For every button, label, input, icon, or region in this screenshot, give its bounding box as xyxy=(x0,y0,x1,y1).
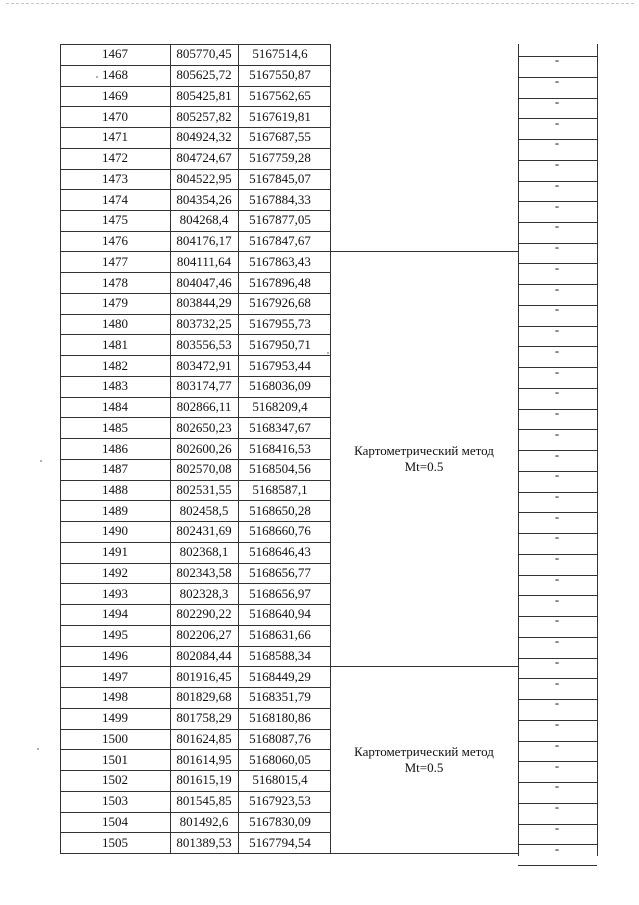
accuracy-dash: - xyxy=(554,176,560,192)
table-row-line xyxy=(60,44,330,45)
table-row-line xyxy=(60,293,330,294)
accuracy-dash: - xyxy=(554,840,560,856)
coordinate-x: 802206,27 xyxy=(176,627,232,643)
point-number: 1483 xyxy=(102,378,128,394)
coordinate-x: 804111,64 xyxy=(176,253,232,269)
table-row-line xyxy=(60,853,330,854)
point-number: 1484 xyxy=(102,399,128,414)
point-number: 1469 xyxy=(102,87,128,103)
table-row-line xyxy=(60,106,330,107)
coordinate-x: 801389,53 xyxy=(176,834,232,850)
dash-column-line xyxy=(518,865,597,866)
coordinate-x: 801614,95 xyxy=(176,751,232,767)
table-row-line xyxy=(60,583,330,584)
method-accuracy: Mt=0.5 xyxy=(404,759,444,775)
coordinate-y: 5168060,05 xyxy=(249,751,311,767)
coordinate-y: 5168504,56 xyxy=(249,461,311,477)
coordinate-x: 802458,5 xyxy=(179,502,229,518)
accuracy-dash: - xyxy=(554,156,560,172)
method-accuracy: Mt=0.5 xyxy=(404,458,444,474)
accuracy-dash: - xyxy=(554,550,560,566)
point-number: 1477 xyxy=(102,253,128,269)
table-row-line xyxy=(60,189,330,190)
coordinate-y: 5168587,1 xyxy=(252,481,308,497)
coordinate-y: 5168036,09 xyxy=(249,378,311,394)
coordinate-x: 805257,82 xyxy=(176,108,232,124)
table-row-line xyxy=(60,812,330,813)
table-vertical-line xyxy=(597,44,598,856)
method-label xyxy=(329,744,519,776)
coordinate-y: 5167923,53 xyxy=(249,793,311,809)
point-number: 1488 xyxy=(102,481,128,497)
table-row-line xyxy=(60,334,330,335)
coordinate-x: 802866,11 xyxy=(176,399,232,414)
table-row-line xyxy=(60,770,330,771)
table-row-line xyxy=(60,646,330,647)
coordinate-x: 805625,72 xyxy=(176,67,232,83)
point-number: 1468 xyxy=(102,67,128,83)
accuracy-dash: - xyxy=(554,73,560,89)
point-number: 1494 xyxy=(102,606,128,622)
coordinate-x: 801492,6 xyxy=(179,813,229,829)
table-row-line xyxy=(60,687,330,688)
coordinate-x: 803844,29 xyxy=(176,295,232,311)
coordinate-y: 5168180,86 xyxy=(249,710,311,726)
coordinate-y: 5167896,48 xyxy=(249,274,311,290)
coordinate-x: 802084,44 xyxy=(176,647,232,663)
table-row-line xyxy=(60,169,330,170)
point-number: 1478 xyxy=(102,274,128,290)
point-number: 1490 xyxy=(102,523,128,539)
coordinate-x: 804176,17 xyxy=(176,233,232,249)
accuracy-dash: - xyxy=(554,695,560,711)
coordinate-x: 803732,25 xyxy=(176,316,232,332)
point-number: 1493 xyxy=(102,585,128,601)
accuracy-dash: - xyxy=(554,52,560,68)
point-number: 1505 xyxy=(102,834,128,850)
table-row-line xyxy=(60,148,330,149)
table-row-line xyxy=(60,314,330,315)
table-row-line xyxy=(60,127,330,128)
coordinate-x: 802368,1 xyxy=(179,544,229,560)
coordinate-x: 803556,53 xyxy=(176,336,232,352)
coordinate-x: 802650,23 xyxy=(176,419,232,435)
coordinate-y: 5167514,6 xyxy=(252,46,308,62)
accuracy-dash: - xyxy=(554,405,560,420)
coordinate-x: 801545,85 xyxy=(176,793,232,809)
coordinate-x: 802328,3 xyxy=(179,585,229,601)
point-number: 1482 xyxy=(102,357,128,373)
coordinate-x: 802600,26 xyxy=(176,440,232,456)
coordinate-y: 5167950,71 xyxy=(249,336,311,352)
table-row-line xyxy=(60,65,330,66)
scan-speck xyxy=(327,352,329,354)
coordinate-x: 802531,55 xyxy=(176,481,232,497)
accuracy-dash: - xyxy=(554,363,560,379)
scan-speck xyxy=(37,748,39,750)
coordinate-y: 5167845,07 xyxy=(249,170,311,186)
point-number: 1492 xyxy=(102,564,128,580)
coordinate-y: 5168347,67 xyxy=(249,419,311,435)
accuracy-dash: - xyxy=(554,799,560,815)
point-number: 1476 xyxy=(102,233,128,249)
coordinate-y: 5167884,33 xyxy=(249,191,311,207)
point-number: 1491 xyxy=(102,544,128,560)
coordinate-y: 5168449,29 xyxy=(249,668,311,684)
coordinate-x: 802343,58 xyxy=(176,564,232,580)
table-row-line xyxy=(60,604,330,605)
table-row-line xyxy=(60,832,330,833)
point-number: 1481 xyxy=(102,336,128,352)
coordinate-y: 5168650,28 xyxy=(249,502,311,518)
accuracy-dash: - xyxy=(554,322,560,338)
coordinate-y: 5168646,43 xyxy=(249,544,311,560)
table-row-line xyxy=(60,480,330,481)
accuracy-dash: - xyxy=(554,218,560,234)
coordinate-x: 802431,69 xyxy=(176,523,232,539)
accuracy-dash: - xyxy=(554,280,560,296)
coordinate-x: 801916,45 xyxy=(176,668,232,684)
coordinate-x: 803174,77 xyxy=(176,378,232,394)
table-row-line xyxy=(60,729,330,730)
table-row-line xyxy=(60,355,330,356)
table-row-line xyxy=(60,376,330,377)
table-row-line xyxy=(60,272,330,273)
table-row-line xyxy=(60,625,330,626)
coordinate-x: 804522,95 xyxy=(176,170,232,186)
table-row-line xyxy=(60,231,330,232)
table-row-line xyxy=(60,210,330,211)
accuracy-dash: - xyxy=(554,114,560,130)
coordinate-y: 5167877,05 xyxy=(249,212,311,228)
point-number: 1501 xyxy=(102,751,128,767)
point-number: 1504 xyxy=(102,813,128,829)
coordinate-y: 5167830,09 xyxy=(249,813,311,829)
point-number: 1473 xyxy=(102,170,128,186)
coordinate-x: 805770,45 xyxy=(176,46,232,62)
point-number: 1472 xyxy=(102,150,128,166)
accuracy-dash: - xyxy=(554,591,560,607)
point-number: 1502 xyxy=(102,772,128,788)
accuracy-dash: - xyxy=(554,633,560,649)
point-number: 1495 xyxy=(102,627,128,643)
table-row-line xyxy=(60,563,330,564)
accuracy-dash: - xyxy=(554,197,560,213)
table-row-line xyxy=(60,666,330,667)
coordinate-x: 801615,19 xyxy=(176,772,232,788)
point-number: 1500 xyxy=(102,730,128,746)
table-vertical-line xyxy=(60,44,61,853)
coordinate-y: 5167550,87 xyxy=(249,67,311,83)
coordinate-y: 5167926,68 xyxy=(249,295,311,311)
accuracy-dash: - xyxy=(554,239,560,255)
scan-speck xyxy=(40,460,42,462)
accuracy-dash: - xyxy=(554,570,560,586)
point-number: 1467 xyxy=(102,46,128,62)
coordinate-y: 5168015,4 xyxy=(252,772,308,788)
table-row-line xyxy=(60,500,330,501)
point-number: 1496 xyxy=(102,647,128,663)
table-row-line xyxy=(60,86,330,87)
accuracy-dash: - xyxy=(554,508,560,524)
coordinate-y: 5167687,55 xyxy=(249,129,311,145)
table-row-line xyxy=(60,708,330,709)
table-row-line xyxy=(60,438,330,439)
coordinate-x: 804268,4 xyxy=(179,212,229,228)
coordinate-y: 5167562,65 xyxy=(249,87,311,103)
coordinate-y: 5168631,66 xyxy=(249,627,311,643)
accuracy-dash: - xyxy=(554,467,560,483)
coordinate-x: 803472,91 xyxy=(176,357,232,373)
point-number: 1471 xyxy=(102,129,128,145)
point-number: 1497 xyxy=(102,668,128,684)
coordinate-y: 5167953,44 xyxy=(249,357,311,373)
accuracy-dash: - xyxy=(554,446,560,462)
accuracy-dash: - xyxy=(554,259,560,275)
point-number: 1475 xyxy=(102,212,128,228)
coordinate-x: 804724,67 xyxy=(176,150,232,166)
point-number: 1486 xyxy=(102,440,128,456)
coordinate-y: 5168209,4 xyxy=(252,399,308,414)
table-row-line xyxy=(60,397,330,398)
accuracy-dash: - xyxy=(554,135,560,151)
coordinate-y: 5167759,28 xyxy=(249,150,311,166)
scan-speck xyxy=(96,76,98,78)
point-number: 1470 xyxy=(102,108,128,124)
point-number: 1474 xyxy=(102,191,128,207)
point-number: 1489 xyxy=(102,502,128,518)
accuracy-dash: - xyxy=(554,487,560,503)
coordinate-x: 804354,26 xyxy=(176,191,232,207)
accuracy-dash: - xyxy=(554,819,560,835)
accuracy-dash: - xyxy=(554,342,560,358)
point-number: 1479 xyxy=(102,295,128,311)
coordinate-y: 5168416,53 xyxy=(249,440,311,456)
coordinate-y: 5168656,97 xyxy=(249,585,311,601)
accuracy-dash: - xyxy=(554,384,560,400)
coordinate-y: 5168640,94 xyxy=(249,606,311,622)
method-group-line xyxy=(330,666,518,667)
coordinate-x: 802570,08 xyxy=(176,461,232,477)
scan-top-edge xyxy=(6,3,634,4)
coordinate-y: 5167847,67 xyxy=(249,233,311,249)
accuracy-dash: - xyxy=(554,674,560,690)
accuracy-dash: - xyxy=(554,301,560,317)
table-row-line xyxy=(60,791,330,792)
coordinate-x: 801758,29 xyxy=(176,710,232,726)
table-row-line xyxy=(60,521,330,522)
accuracy-dash: - xyxy=(554,529,560,545)
coordinate-y: 5168087,76 xyxy=(249,730,311,746)
coordinate-y: 5167794,54 xyxy=(249,834,311,850)
accuracy-dash: - xyxy=(554,716,560,732)
coordinate-y: 5168656,77 xyxy=(249,564,311,580)
accuracy-dash: - xyxy=(554,653,560,669)
method-column-bottom-line xyxy=(330,853,518,854)
coordinate-y: 5167619,81 xyxy=(249,108,311,124)
accuracy-dash: - xyxy=(554,93,560,109)
method-label xyxy=(329,443,519,475)
coordinate-y: 5168351,79 xyxy=(249,689,311,705)
point-number: 1499 xyxy=(102,710,128,726)
table-row-line xyxy=(60,417,330,418)
point-number: 1480 xyxy=(102,316,128,332)
coordinate-x: 805425,81 xyxy=(176,87,232,103)
coordinate-x: 801624,85 xyxy=(176,730,232,746)
point-number: 1487 xyxy=(102,461,128,477)
coordinate-y: 5167955,73 xyxy=(249,316,311,332)
table-row-line xyxy=(60,542,330,543)
coordinate-x: 801829,68 xyxy=(176,689,232,705)
point-number: 1498 xyxy=(102,689,128,705)
coordinate-y: 5168660,76 xyxy=(249,523,311,539)
coordinate-y: 5167863,43 xyxy=(249,253,311,269)
table-row-line xyxy=(60,459,330,460)
accuracy-dash: - xyxy=(554,425,560,441)
coordinate-x: 804047,46 xyxy=(176,274,232,290)
method-name: Картометрический метод xyxy=(354,442,494,458)
point-number: 1485 xyxy=(102,419,128,435)
accuracy-dash: - xyxy=(554,612,560,628)
coordinate-y: 5168588,34 xyxy=(249,647,311,663)
method-group-line xyxy=(330,251,518,252)
point-number: 1503 xyxy=(102,793,128,809)
coordinate-x: 804924,32 xyxy=(176,129,232,145)
method-name: Картометрический метод xyxy=(354,743,494,759)
accuracy-dash: - xyxy=(554,778,560,794)
table-row-line xyxy=(60,251,330,252)
table-row-line xyxy=(60,749,330,750)
accuracy-dash: - xyxy=(554,757,560,773)
accuracy-dash: - xyxy=(554,736,560,752)
coordinate-x: 802290,22 xyxy=(176,606,232,622)
